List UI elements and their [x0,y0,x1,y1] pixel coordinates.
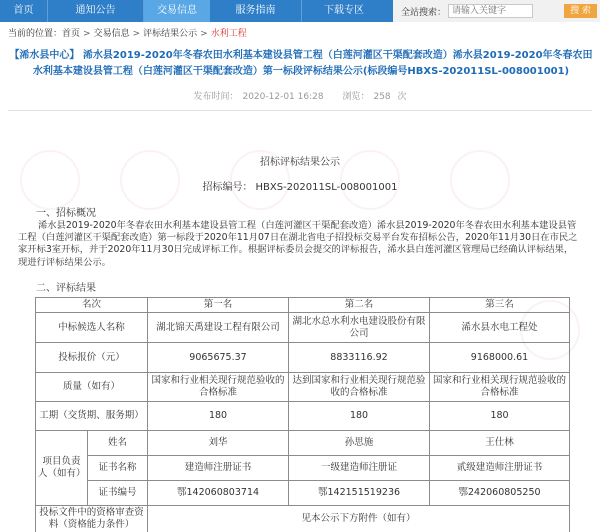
doc-number-value: HBXS-202011SL-008001001 [255,182,398,193]
table-row [36,298,570,313]
price-3: 9168000.61 [430,343,570,373]
nav-notices[interactable]: 通知公告 [48,0,144,22]
quality-3: 国家和行业相关现行规范验收的合格标准 [430,373,570,402]
candidate-2: 湖北水总水利水电建设股份有限公司 [289,313,430,343]
breadcrumb-separator: > [83,29,91,39]
table-row [36,481,570,506]
quality-2: 达到国家和行业相关现行规范验收的合格标准 [289,373,430,402]
pm-name-2: 孙思施 [289,431,430,456]
table-row [36,313,570,343]
pm-cert-1: 建造师注册证书 [148,456,289,481]
rank-2: 第二名 [289,298,430,313]
pm-no-2: 鄂142151519236 [289,481,430,506]
price-1: 9065675.37 [148,343,289,373]
table-row [36,402,570,431]
candidate-3: 浠水县水电工程处 [430,313,570,343]
views-unit: 次 [397,92,407,102]
table-row [36,456,570,481]
duration-3: 180 [430,402,570,431]
pm-name-1: 刘华 [148,431,289,456]
quality-label: 质量（如有） [36,373,148,402]
pm-cert-3: 贰级建造师注册证书 [430,456,570,481]
table-row [36,506,570,532]
section-overview-heading: 一、招标概况 [36,208,96,219]
publish-label: 发布时间： [193,92,239,102]
pm-cert-label: 证书名称 [88,456,148,481]
search-input[interactable] [448,4,533,18]
pm-no-3: 鄂242060805250 [430,481,570,506]
title-divider [8,110,592,111]
pm-name-label: 姓名 [88,431,148,456]
nav-downloads[interactable]: 下载专区 [324,5,364,16]
views-label: 浏览： [342,92,370,102]
candidate-1: 湖北锦天禹建设工程有限公司 [148,313,289,343]
overview-paragraph: 浠水县2019-2020年冬春农田水利基本建设县管工程（白莲河灌区干渠配套改造）浠水县2019-2020年冬春农田水利基本建设县管工程（白莲河灌区干渠配套改造）第一标段于2020年11月07日在湖北省电子招投标交易平台发布招标公告，2020年11月30日在市民之家开标3室开标，并于2020年11月30日完成评标工作。根据评标委员会提交的评标报告，浠水县白莲河灌区管理局已经确认评标结果，现进行评标结果公示。 [18,220,578,268]
pm-no-1: 鄂142060803714 [148,481,289,506]
price-label: 投标报价（元） [36,343,148,373]
duration-label: 工期（交货期、服务期） [36,402,148,431]
nav-trade-info[interactable]: 交易信息 [144,0,210,22]
site-search [393,0,600,22]
qualification-label: 投标文件中的资格审查资料（资格能力条件） [36,506,148,532]
breadcrumb-separator: > [132,29,141,39]
rank-3: 第三名 [430,298,570,313]
section-results-heading: 二、评标结果 [36,283,96,294]
breadcrumb [8,26,247,39]
nav-home[interactable]: 首页 [0,0,48,22]
pm-name-3: 王仕林 [430,431,570,456]
article-title: 【浠水县中心】 浠水县2019-2020年冬春农田水利基本建设县管工程（白莲河灌区干渠配套改造）浠水县2019-2020年冬春农田水利基本建设县管工程（白莲河灌区干渠配套改造）第一标段评标结果公示(标段编号HBXS-202011SL-008001001) [9,50,593,77]
views-count: 258 [373,92,391,102]
table-row [36,343,570,373]
duration-2: 180 [289,402,430,431]
candidate-label: 中标候选人名称 [36,313,148,343]
pm-label: 项目负责人（如有） [36,431,88,506]
doc-number-label: 招标编号： [202,182,253,193]
qualification-value: 见本公示下方附件（如有） [148,506,570,532]
doc-title: 招标评标结果公示 [260,157,340,168]
breadcrumb-prefix: 当前的位置： [8,29,63,39]
nav-service-guide[interactable]: 服务指南 [210,0,302,22]
price-2: 8833116.92 [289,343,430,373]
article-meta [0,89,600,102]
breadcrumb-current[interactable]: 水利工程 [210,29,247,39]
breadcrumb-home[interactable]: 首页 [62,29,81,39]
table-row [36,373,570,402]
doc-number [0,178,600,193]
duration-1: 180 [148,402,289,431]
pm-no-label: 证书编号 [88,481,148,506]
table-row [36,431,570,456]
rank-header: 名次 [36,298,148,313]
quality-1: 国家和行业相关现行规范验收的合格标准 [148,373,289,402]
breadcrumb-separator: > [200,29,208,39]
pm-cert-2: 一级建造师注册证 [289,456,430,481]
search-button[interactable]: 搜 索 [564,4,597,18]
breadcrumb-bid-results[interactable]: 评标结果公示 [143,29,198,39]
rank-1: 第一名 [148,298,289,313]
breadcrumb-trade-info[interactable]: 交易信息 [93,29,130,39]
publish-time: 2020-12-01 16:28 [242,92,324,102]
search-label: 全站搜索： [401,7,447,18]
results-table [35,297,570,532]
